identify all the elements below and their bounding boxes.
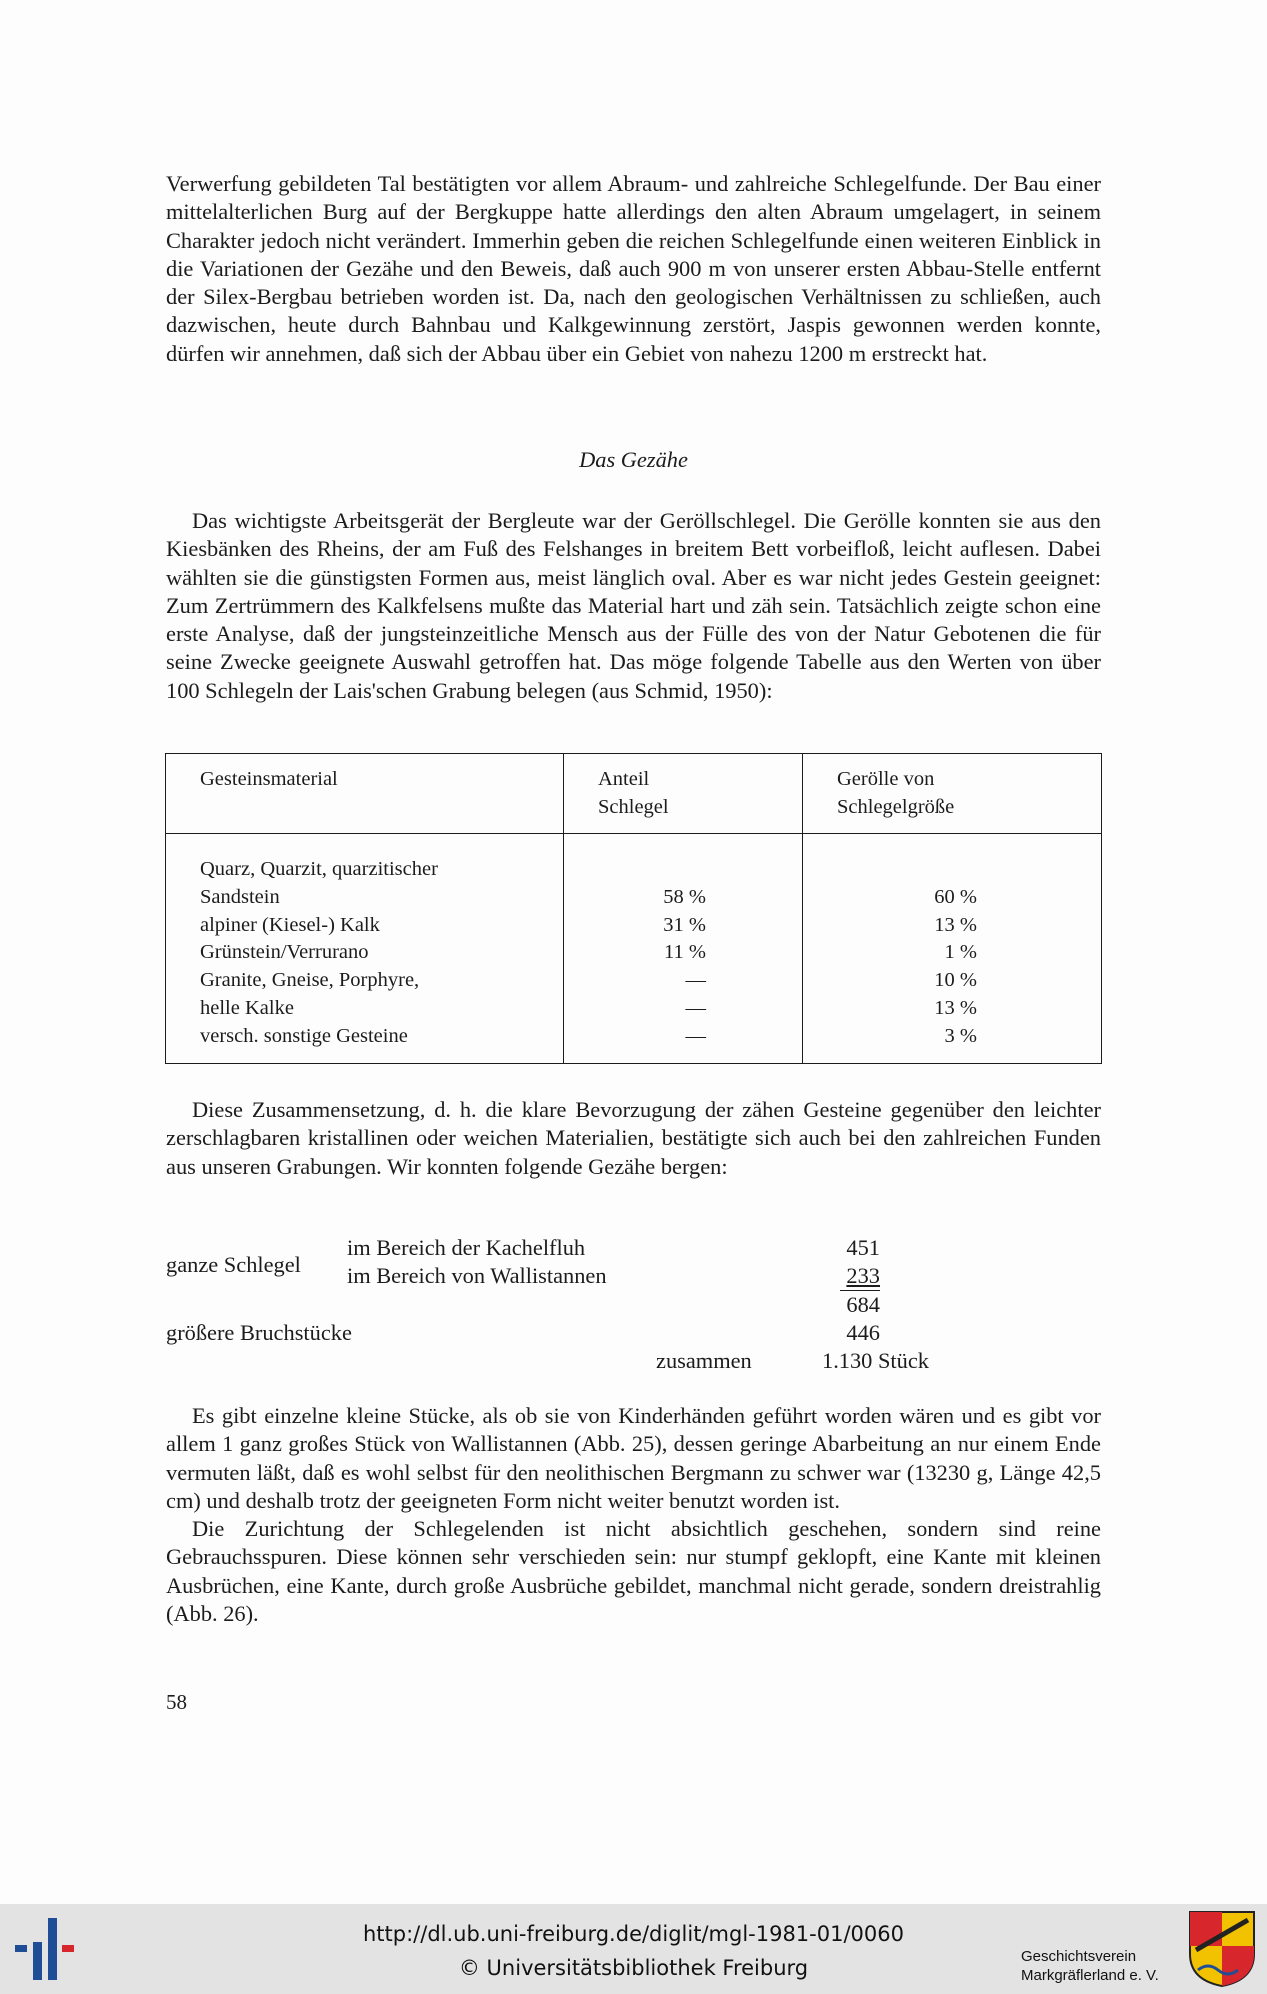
paragraph-1: Verwerfung gebildeten Tal bestätigten vor allem Abraum- und zahlreiche Schlegelfunde. Der Bau einer mittelalterlichen Burg auf der Bergkuppe hatte allerdings den alten Abraum umgelagert, in seinem Charakter jedoch nicht verändert. Immerhin geben die reichen Schlegelfunde einen weiteren Einblick in die Variationen der Gezähe und den Beweis, daß auch 900 m von unserer ersten Abbau-Stelle entfernt der Silex-Bergbau betrieben worden ist. Da, nach den geologischen Verhältnissen zu schließen, auch dazwischen, heute durch Bahnbau und Kalkgewinnung zerstört, Jaspis gewonnen werden konnte, dürfen wir annehmen, daß sich der Abbau über ein Gebiet von nahezu 1200 m erstreckt hat. <box>166 171 1101 366</box>
table-cell <box>564 856 802 884</box>
header-share: Anteil Schlegel <box>564 754 803 834</box>
table-cell: Quarz, Quarzit, quarzitischer <box>200 858 438 880</box>
table-cell: helle Kalke <box>200 996 294 1019</box>
tally-kachelfluh-label: im Bereich der Kachelfluh <box>347 1235 586 1260</box>
paragraph-block-3 <box>166 1096 1101 1181</box>
paragraph-intro <box>166 170 1101 368</box>
table-cell: alpiner (Kiesel-) Kalk <box>200 913 380 936</box>
paragraph-2: Das wichtigste Arbeitsgerät der Bergleute war der Geröllschlegel. Die Gerölle konnten sie aus den Kiesbänken des Rheins, der am Fuß des Felshanges in breitem Bett vorbeifloß, leicht auflesen. Dabei wählten sie die günstigsten Formen aus, meist länglich oval. Aber es war nicht jedes Gestein geeignet: Zum Zertrümmern des Kalkfelsens mußte das Material hart und zäh sein. Tatsächlich zeigte schon eine erste Analyse, daß der jungsteinzeitliche Mensch aus der Fülle des von der Natur Gebotenen die für seine Zwecke geeignete Auswahl getroffen hat. Das möge folgende Tabelle aus den Werten von über 100 Schlegeln der Lais'schen Grabung belegen (aus Schmid, 1950): <box>166 508 1101 703</box>
paragraph-4: Es gibt einzelne kleine Stücke, als ob sie von Kinderhänden geführt worden wären und es gibt vor allem 1 ganz großes Stück von Wallistannen (Abb. 25), dessen geringe Abarbeitung an nur einem Ende vermuten läßt, daß es wohl selbst für den neolithischen Bergmann zu schwer war (13230 g, Länge 42,5 cm) und deshalb trotz der geeigneten Form nicht weiter benutzt worden ist. <box>166 1403 1101 1513</box>
coat-of-arms-icon[interactable] <box>1188 1910 1256 1988</box>
copyright-text: © Universitätsbibliothek Freiburg <box>458 1956 809 1980</box>
material-column <box>166 834 564 1064</box>
paragraph-3: Diese Zusammensetzung, d. h. die klare Bevorzugung der zähen Gesteine gegenüber den leichter zerschlagbaren kristallinen oder weichen Materialien, bestätigte sich auch bei den zahlreichen Funden aus unseren Grabungen. Wir konnten folgende Gezähe bergen: <box>166 1097 1101 1179</box>
paragraph-5: Die Zurichtung der Schlegelenden ist nicht absichtlich geschehen, sondern sind reine Gebrauchsspuren. Diese können sehr verschieden sein: nur stumpf geklopft, eine Kante mit kleinen Ausbrüchen, eine Kante, durch große Ausbrüche gebildet, manchmal nicht gerade, sondern dreistrahlig (Abb. 26). <box>166 1516 1101 1627</box>
table-header-row <box>166 754 1102 834</box>
tally-total-value: 1.130 Stück <box>822 1348 929 1373</box>
tally-wallistannen-value: 233 <box>846 1263 880 1288</box>
society-name: Geschichtsverein Markgräflerland e. V. <box>1021 1948 1159 1984</box>
table-cell: — <box>685 1024 706 1047</box>
table-cell: 31 % <box>663 913 706 936</box>
table-cell: versch. sonstige Gesteine <box>200 1024 408 1047</box>
header-pebble-size: Gerölle von Schlegelgröße <box>803 754 1102 834</box>
table-cell: Grünstein/Verrurano <box>200 941 369 964</box>
share-column <box>564 834 803 1064</box>
tally-kachelfluh-value: 451 <box>846 1235 880 1260</box>
tally-fragments-label: größere Bruchstücke <box>166 1320 352 1345</box>
paragraph-block-4 <box>166 1402 1101 1628</box>
table-cell: 13 % <box>934 913 977 936</box>
pebble-column <box>803 834 1102 1064</box>
tally-subtotal: 684 <box>846 1292 880 1317</box>
table-cell: Granite, Gneise, Porphyre, <box>200 969 420 992</box>
table-cell: — <box>685 969 706 992</box>
tally-whole-label: ganze Schlegel <box>166 1252 301 1277</box>
tally-fragments-value: 446 <box>846 1320 880 1345</box>
table-cell: 1 % <box>944 941 977 964</box>
table-cell: 13 % <box>934 996 977 1019</box>
tally-total-label: zusammen <box>656 1348 752 1373</box>
table-cell: 60 % <box>934 885 977 908</box>
table-cell: 3 % <box>944 1024 977 1047</box>
page-number: 58 <box>166 1690 187 1714</box>
table-cell <box>803 856 1101 884</box>
table-cell: Sandstein <box>200 885 280 908</box>
table-cell: — <box>685 996 706 1019</box>
paragraph-block-2 <box>166 507 1101 705</box>
rock-material-table <box>165 753 1102 1064</box>
source-url-link[interactable]: http://dl.ub.uni-freiburg.de/diglit/mgl-1981-01/0060 <box>362 1922 904 1946</box>
table-cell: 10 % <box>934 969 977 992</box>
table-cell: 11 % <box>664 941 706 964</box>
table-cell: 58 % <box>663 885 706 908</box>
table-body-row <box>166 834 1102 1064</box>
tally-wallistannen-label: im Bereich von Wallistannen <box>347 1263 607 1288</box>
footer-bar <box>0 1904 1267 1994</box>
section-heading: Das Gezähe <box>579 447 688 472</box>
header-material: Gesteinsmaterial <box>166 754 564 834</box>
